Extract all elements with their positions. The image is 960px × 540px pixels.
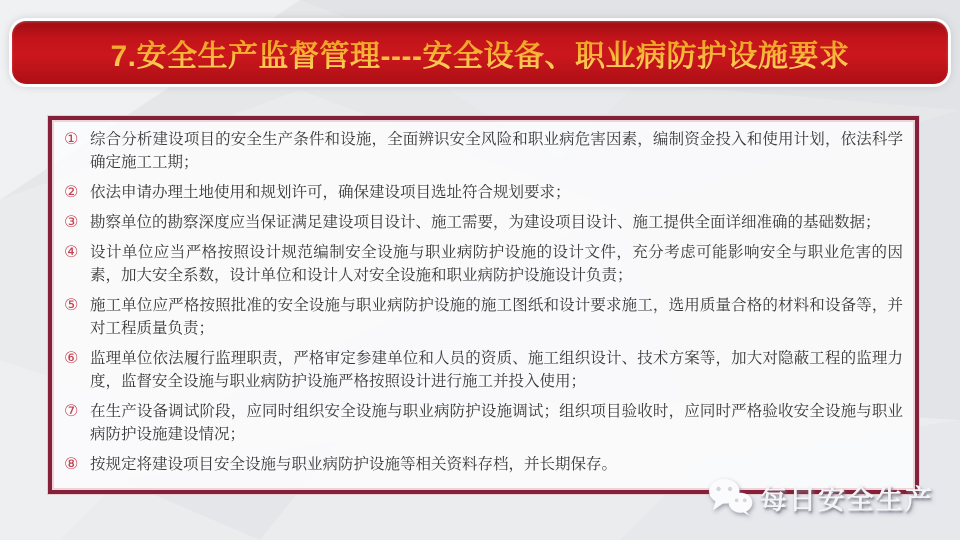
watermark-label: 每日安全生产 xyxy=(760,484,934,515)
item-text: 设计单位应当严格按照设计规范编制安全设施与职业病防护设施的设计文件，充分考虑可能影响安全与职业危害的因素，加大安全系数，设计单位和设计人对安全设施和职业病防护设施设计负责； xyxy=(90,244,903,284)
item-text: 综合分析建设项目的安全生产条件和设施，全面辨识安全风险和职业病危害因素，编制资金投入和使用计划，依法科学确定施工工期； xyxy=(90,131,903,171)
item-text: 在生产设备调试阶段，应同时组织安全设施与职业病防护设施调试；组织项目验收时，应同时严格验收安全设施与职业病防护设施建设情况； xyxy=(90,403,903,443)
list-item xyxy=(64,400,903,446)
item-number: ④ xyxy=(64,244,79,261)
item-number: ② xyxy=(64,184,79,201)
wechat-icon xyxy=(707,477,753,517)
item-text: 按规定将建设项目安全设施与职业病防护设施等相关资料存档，并长期保存。 xyxy=(90,456,618,473)
list-item xyxy=(64,128,903,174)
title-banner xyxy=(12,21,948,84)
watermark xyxy=(707,477,934,517)
item-number: ① xyxy=(64,131,79,148)
item-text: 监理单位依法履行监理职责，严格审定参建单位和人员的资质、施工组织设计、技术方案等，加大对隐蔽工程的监理力度，监督安全设施与职业病防护设施严格按照设计进行施工并投入使用； xyxy=(90,350,903,390)
item-number: ⑥ xyxy=(64,350,79,367)
list-item xyxy=(64,211,903,234)
item-number: ⑤ xyxy=(64,297,79,314)
item-text: 勘察单位的勘察深度应当保证满足建设项目设计、施工需要，为建设项目设计、施工提供全面详细准确的基础数据； xyxy=(90,214,881,231)
list-item xyxy=(64,453,903,476)
list-item xyxy=(64,294,903,340)
item-text: 依法申请办理土地使用和规划许可，确保建设项目选址符合规划要求； xyxy=(90,184,571,201)
item-text: 施工单位应严格按照批准的安全设施与职业病防护设施的施工图纸和设计要求施工，选用质量合格的材料和设备等，并对工程质量负责； xyxy=(90,297,903,337)
item-number: ⑦ xyxy=(64,403,79,420)
list-item xyxy=(64,241,903,287)
page-title: 7.安全生产监督管理----安全设备、职业病防护设施要求 xyxy=(111,31,850,75)
requirements-box xyxy=(48,116,919,494)
item-number: ⑧ xyxy=(64,456,79,473)
list-item xyxy=(64,181,903,204)
item-number: ③ xyxy=(64,214,79,231)
list-item xyxy=(64,347,903,393)
